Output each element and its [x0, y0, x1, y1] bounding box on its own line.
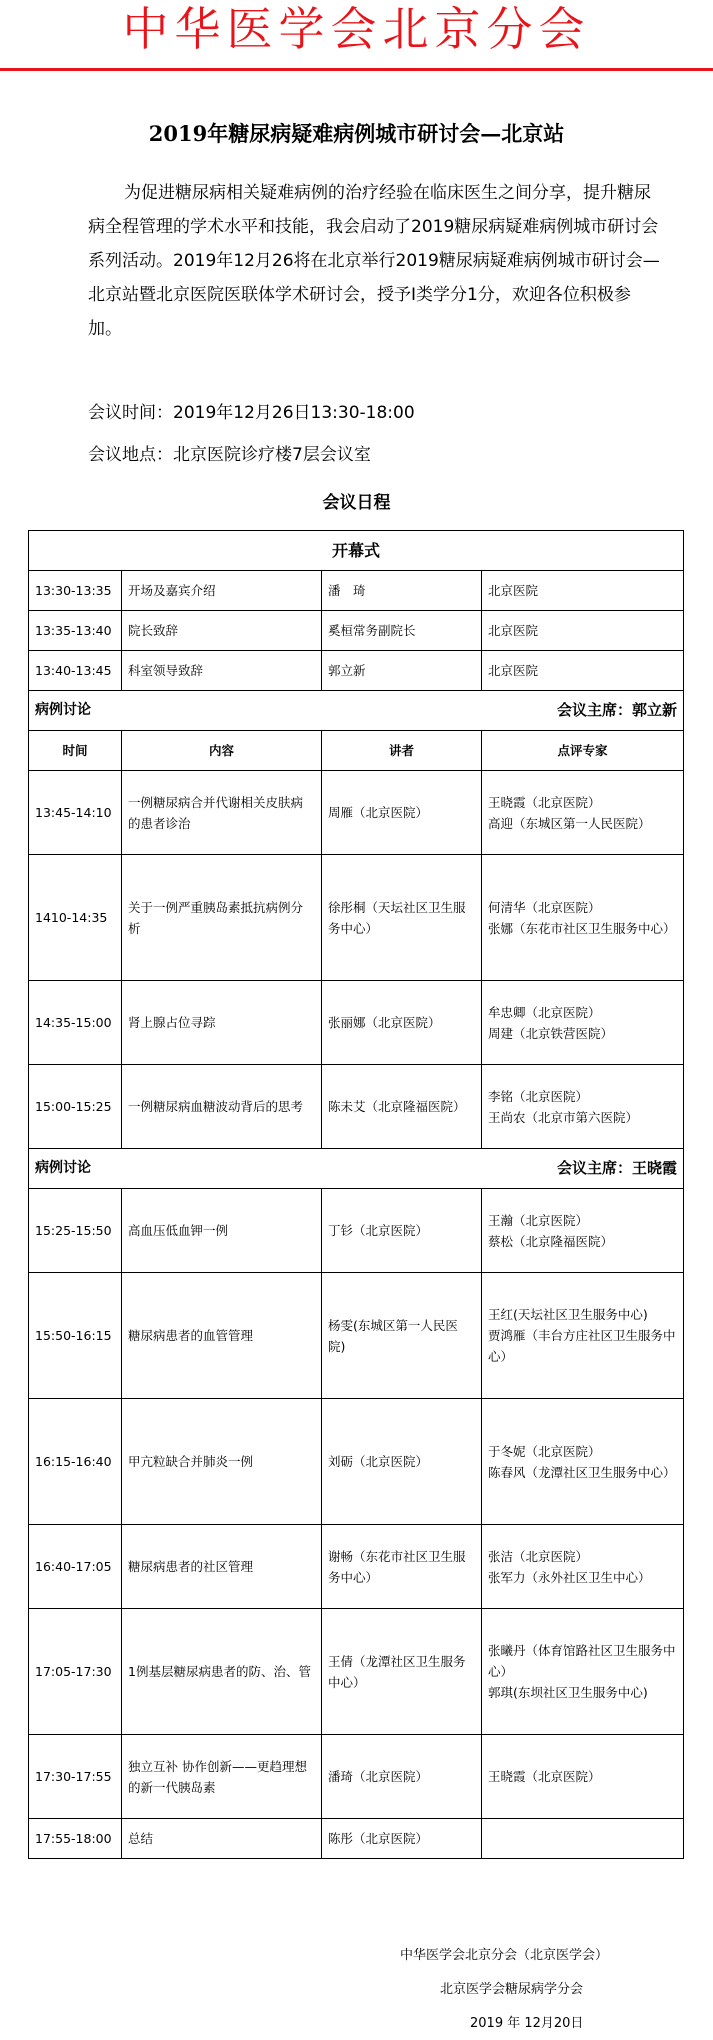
time-cell: 16:40-17:05	[29, 1525, 122, 1609]
reviewer-name: 陈春风（龙潭社区卫生服务中心）	[488, 1464, 676, 1480]
meeting-place: 会议地点：北京医院诊疗楼7层会议室	[88, 445, 371, 465]
reviewer-name: 王尚农（北京市第六医院）	[488, 1109, 639, 1125]
time-cell: 15:50-16:15	[29, 1273, 122, 1399]
content-cell: 肾上腺占位寻踪	[122, 981, 322, 1065]
col-header-reviewer: 点评专家	[482, 731, 684, 771]
content-cell: 开场及嘉宾介绍	[122, 571, 322, 611]
reviewer-name: 蔡松（北京隆福医院）	[488, 1233, 614, 1249]
schedule-body	[29, 531, 684, 1859]
org-cell: 北京医院	[482, 651, 684, 691]
title-divider	[0, 68, 713, 71]
column-header-row	[29, 731, 684, 771]
case-row	[29, 1399, 684, 1525]
reviewer-name: 郭琪(东坝社区卫生服务中心)	[488, 1685, 648, 1700]
reviewer-name: 王红(天坛社区卫生服务中心)	[488, 1307, 648, 1322]
time-cell: 15:25-15:50	[29, 1189, 122, 1273]
section-host: 会议主席：王晓霞	[557, 1159, 678, 1177]
reviewer-cell	[482, 1065, 684, 1149]
case-row	[29, 981, 684, 1065]
reviewer-name: 王瀚（北京医院）	[488, 1212, 589, 1228]
section-header	[29, 1149, 684, 1189]
reviewer-name: 王晓霞（北京医院）	[488, 1769, 601, 1784]
opening-row	[29, 651, 684, 691]
section-header-row	[29, 691, 684, 731]
time-cell: 17:05-17:30	[29, 1609, 122, 1735]
case-row	[29, 855, 684, 981]
case-row	[29, 1735, 684, 1819]
org-cell: 北京医院	[482, 571, 684, 611]
agenda-title: 会议日程	[322, 493, 391, 513]
section-header-row	[29, 1149, 684, 1189]
reviewer-name: 张曦丹（体育馆路社区卫生服务中心）	[488, 1643, 676, 1679]
content-cell: 1例基层糖尿病患者的防、治、管	[122, 1609, 322, 1735]
footer-society: 北京医学会糖尿病学分会	[440, 1982, 584, 1997]
content-cell: 科室领导致辞	[122, 651, 322, 691]
opening-label: 开幕式	[29, 531, 684, 571]
speaker-cell: 陈未艾（北京隆福医院）	[322, 1065, 482, 1149]
speaker-cell: 潘 琦	[322, 571, 482, 611]
time-cell: 13:30-13:35	[29, 571, 122, 611]
content-cell: 高血压低血钾一例	[122, 1189, 322, 1273]
footer-org: 中华医学会北京分会（北京医学会）	[400, 1948, 609, 1963]
reviewer-cell	[482, 855, 684, 981]
reviewer-name: 贾鸿雁（丰台方庄社区卫生服务中心）	[488, 1328, 676, 1364]
reviewer-name: 何清华（北京医院）	[488, 899, 601, 915]
speaker-cell: 奚桓常务副院长	[322, 611, 482, 651]
reviewer-cell	[482, 771, 684, 855]
reviewer-cell	[482, 1609, 684, 1735]
col-header-content: 内容	[122, 731, 322, 771]
col-header-time: 时间	[29, 731, 122, 771]
speaker-cell: 张丽娜（北京医院）	[322, 981, 482, 1065]
reviewer-cell	[482, 1819, 684, 1859]
schedule-table	[28, 530, 684, 1859]
time-cell: 13:35-13:40	[29, 611, 122, 651]
conference-title: 2019年糖尿病疑难病例城市研讨会—北京站	[148, 121, 565, 146]
footer-date: 2019 年 12月20日	[470, 2016, 584, 2031]
section-label: 病例讨论	[35, 702, 91, 718]
content-cell: 糖尿病患者的血管管理	[122, 1273, 322, 1399]
content-cell: 院长致辞	[122, 611, 322, 651]
speaker-cell: 丁钐（北京医院）	[322, 1189, 482, 1273]
time-cell: 15:00-15:25	[29, 1065, 122, 1149]
speaker-cell: 周雁（北京医院）	[322, 771, 482, 855]
content-cell: 一例糖尿病血糖波动背后的思考	[122, 1065, 322, 1149]
case-row	[29, 1609, 684, 1735]
section-host: 会议主席：郭立新	[557, 701, 678, 719]
content-cell: 独立互补 协作创新——更趋理想的新一代胰岛素	[122, 1735, 322, 1819]
case-row	[29, 1065, 684, 1149]
time-cell: 13:40-13:45	[29, 651, 122, 691]
reviewer-cell	[482, 1735, 684, 1819]
reviewer-name: 王晓霞（北京医院）	[488, 794, 601, 810]
time-cell: 16:15-16:40	[29, 1399, 122, 1525]
case-row	[29, 1273, 684, 1399]
content-cell: 糖尿病患者的社区管理	[122, 1525, 322, 1609]
speaker-cell: 杨雯(东城区第一人民医院)	[322, 1273, 482, 1399]
time-cell: 17:30-17:55	[29, 1735, 122, 1819]
reviewer-name: 张军力（永外社区卫生中心）	[488, 1569, 651, 1585]
section-header	[29, 691, 684, 731]
opening-row	[29, 611, 684, 651]
time-cell: 1410-14:35	[29, 855, 122, 981]
case-row	[29, 1189, 684, 1273]
opening-header-row	[29, 531, 684, 571]
speaker-cell: 谢畅（东花市社区卫生服务中心）	[322, 1525, 482, 1609]
case-row	[29, 771, 684, 855]
reviewer-name: 周建（北京铁营医院）	[488, 1025, 614, 1041]
speaker-cell: 徐彤桐（天坛社区卫生服务中心）	[322, 855, 482, 981]
meeting-time: 会议时间：2019年12月26日13:30-18:00	[88, 403, 415, 423]
content-cell: 一例糖尿病合并代谢相关皮肤病的患者诊治	[122, 771, 322, 855]
col-header-speaker: 讲者	[322, 731, 482, 771]
reviewer-cell	[482, 1273, 684, 1399]
reviewer-cell	[482, 1525, 684, 1609]
org-title: 中华医学会北京分会	[122, 2, 591, 56]
time-cell: 13:45-14:10	[29, 771, 122, 855]
reviewer-cell	[482, 981, 684, 1065]
speaker-cell: 潘琦（北京医院）	[322, 1735, 482, 1819]
reviewer-name: 张洁（北京医院）	[488, 1548, 589, 1564]
reviewer-name: 于冬妮（北京医院）	[488, 1443, 601, 1459]
reviewer-name: 牟忠卿（北京医院）	[488, 1004, 601, 1020]
opening-row	[29, 571, 684, 611]
speaker-cell: 郭立新	[322, 651, 482, 691]
reviewer-name: 高迎（东城区第一人民医院）	[488, 815, 651, 831]
speaker-cell: 陈彤（北京医院）	[322, 1819, 482, 1859]
reviewer-cell	[482, 1399, 684, 1525]
section-label: 病例讨论	[35, 1160, 91, 1176]
speaker-cell: 王倩（龙潭社区卫生服务中心）	[322, 1609, 482, 1735]
reviewer-name: 李铭（北京医院）	[488, 1088, 589, 1104]
case-row	[29, 1525, 684, 1609]
content-cell: 关于一例严重胰岛素抵抗病例分析	[122, 855, 322, 981]
time-cell: 17:55-18:00	[29, 1819, 122, 1859]
intro-paragraph: 为促进糖尿病相关疑难病例的治疗经验在临床医生之间分享，提升糖尿病全程管理的学术水平和技能，我会启动了2019糖尿病疑难病例城市研讨会系列活动。2019年12月26将在北京举行2019糖尿病疑难病例城市研讨会—北京站暨北京医院医联体学术研讨会，授予Ⅰ类学分1分，欢迎各位积极参加。	[88, 183, 660, 339]
reviewer-name: 张娜（东花市社区卫生服务中心）	[488, 920, 676, 936]
content-cell: 总结	[122, 1819, 322, 1859]
org-cell: 北京医院	[482, 611, 684, 651]
speaker-cell: 刘砺（北京医院）	[322, 1399, 482, 1525]
time-cell: 14:35-15:00	[29, 981, 122, 1065]
content-cell: 甲亢粒缺合并肺炎一例	[122, 1399, 322, 1525]
case-row	[29, 1819, 684, 1859]
reviewer-cell	[482, 1189, 684, 1273]
